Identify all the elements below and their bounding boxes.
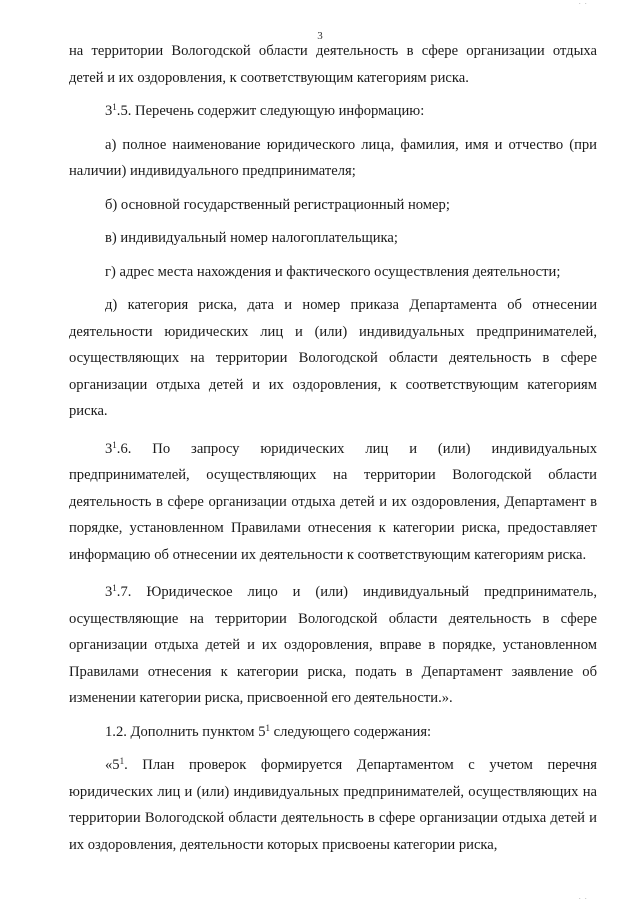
clause-1-2 bbox=[69, 712, 597, 746]
list-item-g: г) адрес места нахождения и фактического осуществления деятельности; bbox=[105, 263, 561, 280]
list-item-d: д) категория риска, дата и номер приказа Департамента об отнесении деятельности юридических лиц и (или) индивидуальных предпринимателей, осуществляющих на территории Вологодской области деятельность в сфере организации отдыха детей и их оздоровления, к соответствующим категориям риска. bbox=[69, 297, 597, 419]
clause-text: 1.2. Дополнить пунктом 5 bbox=[105, 723, 266, 740]
clause-5-1 bbox=[69, 745, 597, 858]
list-item-v: в) индивидуальный номер налогоплательщика; bbox=[105, 230, 398, 246]
clause-superscript: 1 bbox=[112, 583, 117, 593]
clause-text: .5. Перечень содержит следующую информацию: bbox=[116, 103, 425, 119]
top-corner-mark: · · bbox=[578, 0, 588, 8]
list-item-b: б) основной государственный регистрационный номер; bbox=[105, 196, 450, 213]
clause-number: 3 bbox=[105, 103, 113, 119]
clause-text: . План проверок формируется Департаментом с учетом перечня юридических лиц и (или) индивидуальных предпринимателей, осуществляющих на территории Вологодской области деятельность в сфере организации отдыха детей и их оздоровления, деятельности которых присвоены категории риска, bbox=[69, 757, 597, 853]
clause-text: .7. Юридическое лицо и (или) индивидуальный предприниматель, осуществляющие на территории Вологодской области деятельность в сфере организации отдыха детей и их оздоровления, вправе в порядке, установленном Правилами отнесения к категории риска, подать в Департамент заявление об изменении категории риска, присвоенной его деятельности.». bbox=[69, 584, 597, 706]
clause-number: 3 bbox=[105, 440, 113, 457]
clause-3-1-5 bbox=[69, 91, 597, 125]
clause-superscript: 1 bbox=[112, 439, 117, 450]
clause-superscript: 1 bbox=[265, 722, 270, 733]
page-number: 3 bbox=[317, 30, 323, 42]
continuation-paragraph: на территории Вологодской области деятельность в сфере организации отдыха детей и их оздоровления, к соответствующим категориям риска. bbox=[69, 43, 597, 86]
clause-3-1-6 bbox=[69, 425, 597, 569]
document-body bbox=[69, 38, 597, 858]
clause-superscript: 1 bbox=[119, 756, 125, 766]
clause-number: 3 bbox=[105, 584, 113, 600]
clause-superscript: 1 bbox=[112, 102, 117, 112]
clause-3-1-7 bbox=[69, 568, 597, 712]
clause-number: «5 bbox=[105, 757, 120, 773]
clause-text: .6. По запросу юридических лиц и (или) индивидуальных предпринимателей, осуществляющих на территории Вологодской области деятельность в сфере организации отдыха детей и их оздоровления, Департамент в порядке, установленном Правилами отнесения к категории риска, предоставляет информацию об отнесении их деятельности к соответствующим категориям риска. bbox=[69, 440, 597, 563]
list-item-a: а) полное наименование юридического лица, фамилия, имя и отчество (при наличии) индивидуального предпринимателя; bbox=[69, 136, 597, 179]
bottom-corner-mark: · · bbox=[578, 895, 588, 903]
clause-text-tail: следующего содержания: bbox=[270, 723, 432, 740]
